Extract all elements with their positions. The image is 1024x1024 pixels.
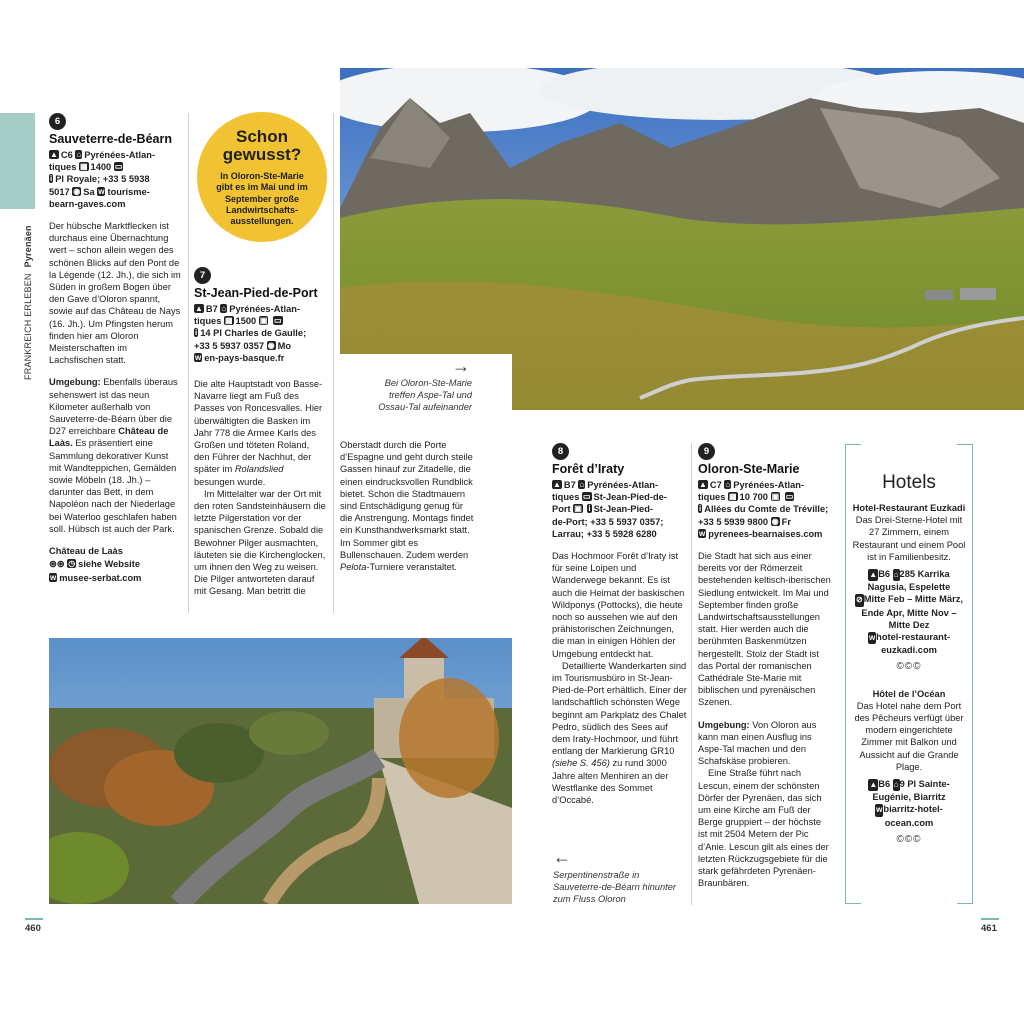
region-icon: ⌂ [893,569,900,581]
bus-icon: ▭ [582,492,591,502]
page-number-left: 460 [25,923,41,934]
region-icon: ⌂ [579,480,585,489]
train-icon: ▣ [259,316,268,326]
bus-icon: ▭ [114,162,123,172]
entry-info: ▲ C6 ⌂ Pyrénées-Atlan- tiques ▦ 1400 ▭ i Pl Royale; +33 5 5938 5017 ◉ Sa w tourisme- bearn-gaves.com [49,150,156,209]
bus-icon: ▭ [785,492,794,502]
price-rating: ©©© [896,833,922,845]
hotel-item: Hôtel de l’Océan Das Hotel nahe dem Port des Pêcheurs verfügt über modern eingerichtete Zimmer mit Balkon und Aussicht auf die Grande Plage. ▲B6 ⌂9 Pl Sainte-Eugénie, Biarritz wbiarritz-hotel-ocean.com ©©© [845,688,973,846]
market-icon: ◉ [267,340,275,350]
photo-caption: Serpentinenstraße in Sauveterre-de-Béarn hinunter zum Fluss Oloron [553,870,676,904]
entry-info: ▲ C7 ⌂ Pyrénées-Atlan- tiques ▦ 10 700 ▣ ▭ i Allées du Comte de Tréville; +33 5 5939 9800 ◉ Fr w pyrenees-bearnaises.com [698,480,829,539]
did-you-know-badge [197,112,327,242]
arrow-left-icon: ← [553,847,571,867]
closed-icon: ⊘ [855,594,864,606]
map-ref-icon: ▲ [195,304,203,313]
map-ref-icon: ▲ [868,779,878,791]
map-ref-icon: ▲ [699,480,707,489]
entry-iraty [552,443,688,806]
hotels-title: Hotels [882,472,936,493]
page-number-bar [981,918,999,920]
train-icon: ▣ [771,492,780,502]
entry-title: St-Jean-Pied-de-Port [194,286,318,300]
entry-sauveterre [49,113,183,584]
population-icon: ▦ [79,162,88,172]
region-icon: ⌂ [221,304,227,313]
hotels-box [845,444,973,904]
entry-info: ▲ B7 ⌂ Pyrénées-Atlan- tiques ▭ St-Jean-Pied-de- Port ▣ i St-Jean-Pied- de-Port; +33 5 5937 0357; Larrau; +33 5 5928 6280 [552,480,667,539]
clock-icon: ◷ [68,559,76,569]
badge-body: In Oloron-Ste-Marie gibt es im Mai und im September große Landwirtschafts-ausstellungen. [216,171,308,227]
region-icon: ⌂ [725,480,731,489]
info-icon: i [588,504,591,514]
info-icon: i [195,328,198,338]
sidebar-color-tab [0,113,35,209]
web-icon: w [50,572,57,582]
region-icon: ⌂ [76,150,82,159]
info-icon: i [50,174,53,184]
market-icon: ◉ [73,186,81,196]
market-icon: ◉ [771,516,779,526]
entry-info: ▲ B7 ⌂ Pyrénées-Atlan- tiques ▦ 1500 ▣ ▭ i 14 Pl Charles de Gaulle; +33 5 5937 0357 ◉ Mo w en-pays-basque.fr [194,304,307,363]
population-icon: ▦ [728,492,737,502]
column-divider [333,113,334,613]
entry-title: Forêt d’Iraty [552,462,625,476]
map-ref-icon: ▲ [868,569,878,581]
price-rating: ©©© [896,661,922,673]
train-icon: ▣ [574,504,582,514]
web-icon: w [98,186,105,196]
info-icon: i [699,504,702,514]
column-divider [188,113,189,613]
map-ref-icon: ▲ [50,150,58,159]
entry-number: 6 [49,113,66,130]
accessibility-icon: ⊛⊛ [49,559,65,570]
web-icon: w [868,632,876,644]
laas-block: Château de Laàs ⊛⊛ ◷ siehe Website w musee-serbat.com [49,546,142,583]
photo-caption: Bei Oloron-Ste-Marie treffen Aspe-Tal und Ossau-Tal aufeinander [378,378,472,412]
web-icon: w [699,528,706,538]
entry-number: 8 [552,443,569,460]
entry-number: 9 [698,443,715,460]
entry-title: Sauveterre-de-Béarn [49,132,172,146]
arrow-right-icon: → [452,356,470,376]
section-label: FRANKREICH ERLEBENPyrenäen [23,225,33,380]
web-icon: w [875,804,883,816]
bus-icon: ▭ [273,316,282,326]
entry-text: Die alte Hauptstadt von Basse-Navarre liegt am Fuß des Passes von Roncesvalles. Hier überwältigten die Basken im Jahr 778 die Armee Karls des Großen und töteten Roland, den Führer der Nachhut, der später im Rolandslied besungen wurde. Im Mittelalter war der Ort mit den roten Sandsteinhäusern die letzte Pilgerstation vor der spanischen Grenze. Sobald die Bewohner Pilger ausmachten, läuteten sie die Kirchenglocken, um ihnen den Weg zu weisen. Die Pilger antworteten darauf mit Gesang. Man betritt die [194,379,326,597]
entry-number: 7 [194,267,211,284]
column-divider [691,443,692,905]
badge-title: Schon gewusst? [222,127,302,164]
entry-text: Der hübsche Marktflecken ist durchaus eine Übernachtung wert – schon allein wegen des schönen Blicks auf den Pont de la Légende (12. Jh.), die sich im Süden in großem Bogen über den Gave d’Oloron spannt, sowie auf das Château de Nays (16. Jh.). Um Pfingsten herum finden hier am Oloron Meisterschaften im Lachsfischen statt. Umgebung: Ebenfalls überaus sehenswert ist das neun Kilometer außerhalb von Sauveterre-de-Béarn über die D27 erreichbare Château de Laàs. Es präsentiert eine Sammlung dekorativer Kunst mit Wandteppichen, Gemälden sowie Möbeln (18. Jh.) – darunter das Bett, in dem Napoléon nach der Niederlage bei Waterloo geschlafen haben soll. Hübsch ist auch der Park. [49,221,181,534]
entry-stjean [194,267,326,598]
page-number-bar [25,918,43,920]
region-icon: ⌂ [893,779,900,791]
hotel-item: Hotel-Restaurant Euzkadi Das Drei-Sterne-Hotel mit 27 Zimmern, einem Restaurant und einem Pool ist in Familienbesitz. ▲B6 ⌂285 Karrika Nagusia, Espelette ⊘Mitte Feb – Mitte März, Ende Apr, Mitte Nov – Mitte Dez whotel-restaurant-euzkadi.com ©©© [852,503,966,673]
map-ref-icon: ▲ [553,480,561,489]
entry-text: Das Hochmoor Forêt d’Iraty ist für seine Loipen und Wanderwege bekannt. Es ist auch die Heimat der baskischen Wildponys (Pottocks), die heute noch so aussehen wie auf den prähistorischen Zeichnungen, die man in einigen Höhlen der Umgebung entdeckt hat. Detaillierte Wanderkarten sind im Tourismusbüro in St-Jean-Pied-de-Port erhältlich. Einer der landschaftlich schönsten Wege beginnt am Parkplatz des Chalet Pedro, südlich des Sees auf dem Iraty-Hochmoor, und führt entlang der Markierung GR10 (siehe S. 456) zu rund 3000 Jahre alten Menhiren an der Westflanke des Sommet d’Occabé. [552,551,687,806]
population-icon: ▦ [224,316,233,326]
entry-oloron [698,443,832,890]
web-icon: w [195,352,202,362]
castle-road-photo [49,638,512,904]
entry-title: Oloron-Ste-Marie [698,462,800,476]
page-number-right: 461 [981,923,997,934]
entry-stjean-continued: Oberstadt durch die Porte d’Espagne und geht durch steile Gassen hinauf zur Zitadelle, die einen eindrucksvollen Rundblick bietet. Schon die Stadtmauern sind Entschädigung genug für die Anstrengung. Montags findet ein Kunsthandwerksmarkt statt. Im Sommer gibt es Bullenschauen. Zudem werden Pelota-Turniere veranstaltet. [340,440,474,573]
entry-text: Die Stadt hat sich aus einer bereits vor der Römerzeit bestehenden keltisch-iberischen Siedlung entwickelt. Im Mai und September finden große Landwirtschaftsausstellungen statt. Hier werden auch die berühmten Baskenmützen hergestellt. Stolz der Stadt ist das Portal der romanischen Cathédrale Ste-Marie mit biblischen und pyrenäischen Szenen. Umgebung: Von Oloron aus kann man einen Ausflug ins Aspe-Tal machen und den Schafskäse probieren. Eine Straße führt nach Lescun, einem der schönsten Dörfer der Pyrenäen, das sich um eine Kirche am Fuß der Berge gruppiert – der höchste ist mit 2504 Metern der Pic d’Anie. Lescun gilt als eines der letzten Rückzugsgebiete für die stark gefährdeten Pyrenäen-Braunbären. [698,551,831,889]
